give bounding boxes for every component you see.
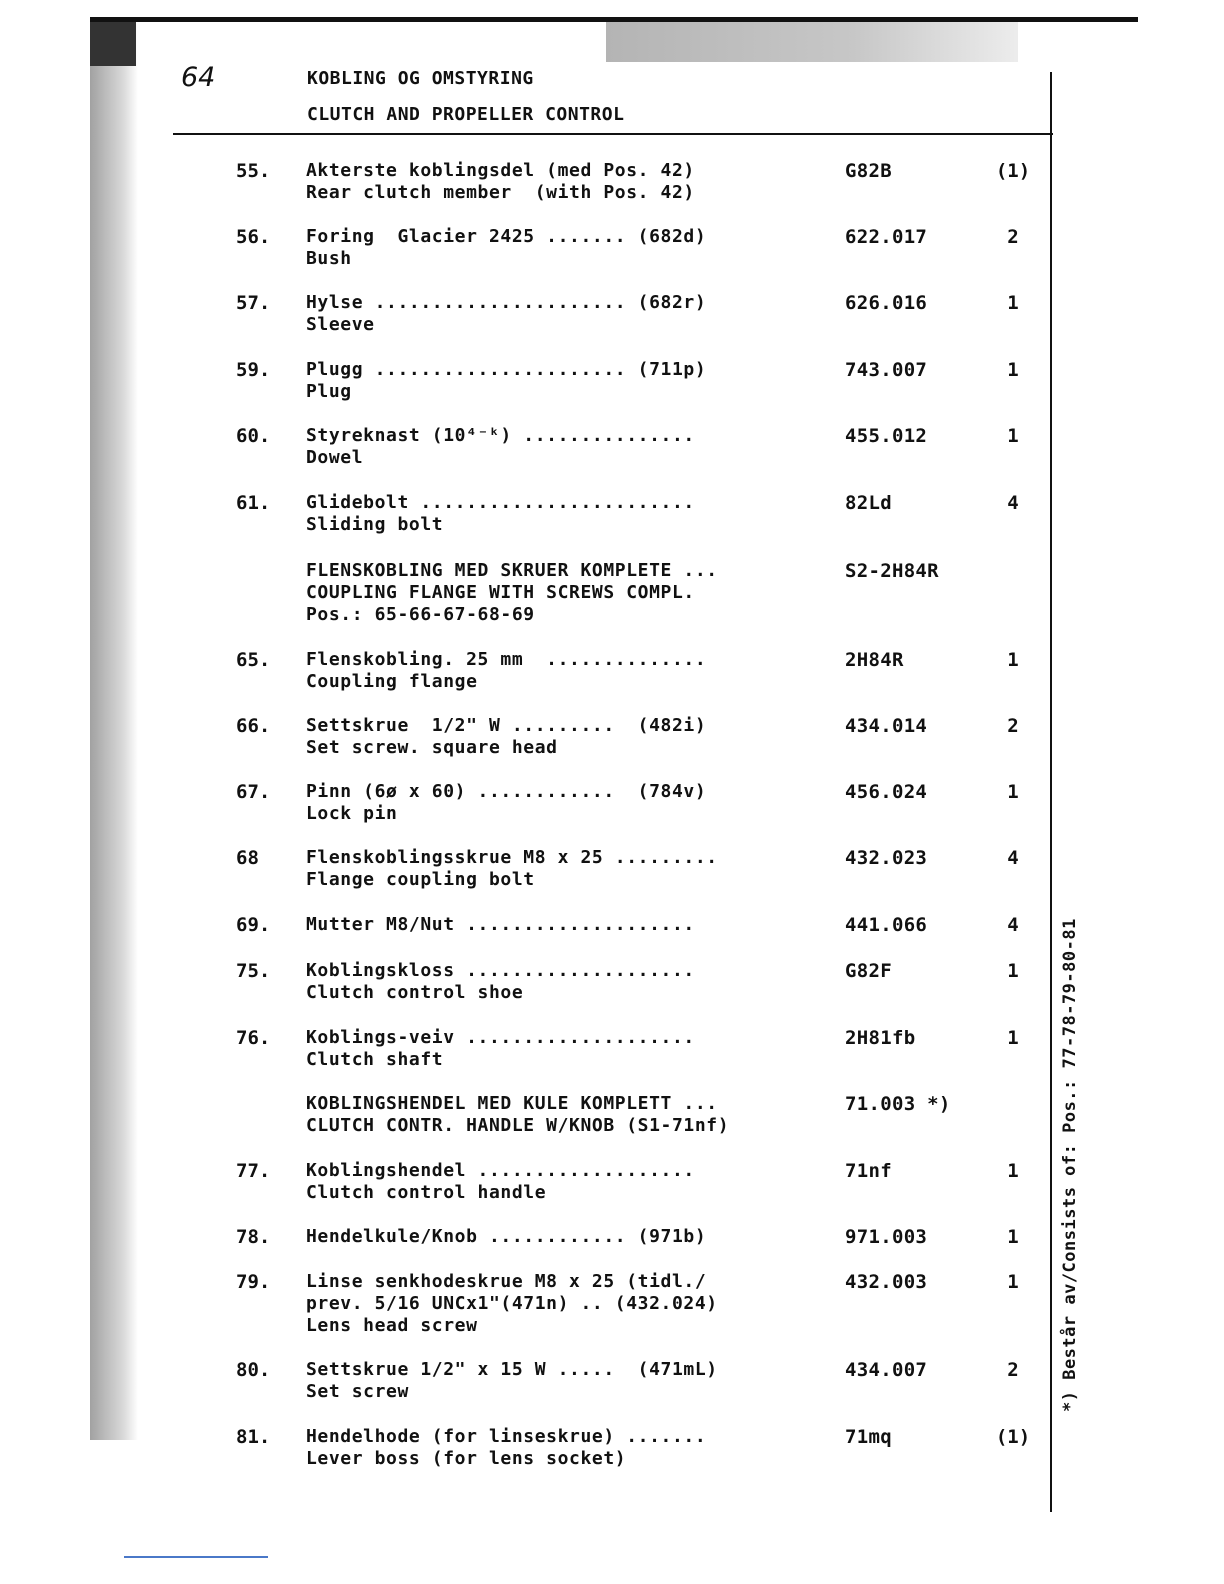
description-line-2: Lock pin — [306, 803, 398, 824]
parts-list-row — [0, 560, 1050, 630]
position-number: 69. — [236, 914, 271, 936]
part-description — [306, 649, 706, 693]
parts-list-row — [0, 492, 1050, 562]
parts-list-row — [0, 359, 1050, 429]
position-number: 57. — [236, 292, 271, 314]
part-description — [306, 160, 695, 204]
description-line-1: Koblingskloss .................... — [306, 960, 695, 981]
part-number: 622.017 — [845, 226, 928, 248]
description-line-3: Pos.: 65-66-67-68-69 — [306, 604, 535, 625]
parts-list-row — [0, 649, 1050, 719]
description-line-2: CLUTCH CONTR. HANDLE W/KNOB (S1-71nf) — [306, 1115, 730, 1136]
description-line-1: Styreknast (10⁴⁻ᵏ) ............... — [306, 425, 695, 446]
parts-list-row — [0, 226, 1050, 296]
quantity: (1) — [995, 1426, 1031, 1448]
description-line-2: Rear clutch member (with Pos. 42) — [306, 182, 695, 203]
description-line-2: Clutch control shoe — [306, 982, 524, 1003]
part-number: 71mq — [845, 1426, 892, 1448]
quantity: 2 — [1007, 226, 1019, 248]
description-line-2: Clutch control handle — [306, 1182, 547, 1203]
part-number: 432.003 — [845, 1271, 928, 1293]
parts-list-row — [0, 1426, 1050, 1496]
parts-list-row — [0, 425, 1050, 495]
part-description — [306, 1226, 706, 1248]
quantity: 4 — [1007, 847, 1019, 869]
quantity: (1) — [995, 160, 1031, 182]
page-number: 64 — [181, 62, 216, 93]
scan-corner-shadow — [90, 22, 136, 66]
part-number: 456.024 — [845, 781, 928, 803]
position-number: 67. — [236, 781, 271, 803]
page-title-english: CLUTCH AND PROPELLER CONTROL — [307, 104, 625, 125]
description-line-1: Plugg ...................... (711p) — [306, 359, 707, 380]
part-number: 2H81fb — [845, 1027, 916, 1049]
page-title-norwegian: KOBLING OG OMSTYRING — [307, 68, 534, 89]
description-line-1: Hendelhode (for linseskrue) ....... — [306, 1426, 707, 1447]
description-line-2: Set screw — [306, 1381, 409, 1402]
description-line-2: Lever boss (for lens socket) — [306, 1448, 627, 1469]
position-number: 68 — [236, 847, 259, 869]
description-line-1: Flenskobling. 25 mm .............. — [306, 649, 707, 670]
description-line-2: Dowel — [306, 447, 364, 468]
description-line-2: COUPLING FLANGE WITH SCREWS COMPL. — [306, 582, 695, 603]
description-line-2: Set screw. square head — [306, 737, 558, 758]
description-line-1: Settskrue 1/2" W ......... (482i) — [306, 715, 707, 736]
position-number: 75. — [236, 960, 271, 982]
part-number: S2-2H84R — [845, 560, 939, 582]
part-description — [306, 1426, 706, 1470]
part-description — [306, 847, 718, 891]
description-line-1: Hendelkule/Knob ............ (971b) — [306, 1226, 707, 1247]
parts-list-row — [0, 1359, 1050, 1429]
quantity: 1 — [1007, 960, 1019, 982]
part-number: 743.007 — [845, 359, 928, 381]
part-description — [306, 914, 695, 936]
part-number: 432.023 — [845, 847, 928, 869]
quantity: 1 — [1007, 1027, 1019, 1049]
parts-list-row — [0, 715, 1050, 785]
part-number: 971.003 — [845, 1226, 928, 1248]
part-description — [306, 359, 706, 403]
part-description — [306, 292, 706, 336]
part-description — [306, 1271, 718, 1337]
part-number: 434.014 — [845, 715, 928, 737]
description-line-2: Coupling flange — [306, 671, 478, 692]
description-line-2: Sliding bolt — [306, 514, 444, 535]
parts-list-row — [0, 1027, 1050, 1097]
quantity: 1 — [1007, 292, 1019, 314]
description-line-1: Linse senkhodeskrue M8 x 25 (tidl./ — [306, 1271, 707, 1292]
part-description — [306, 1093, 729, 1137]
description-line-1: Pinn (6ø x 60) ............ (784v) — [306, 781, 707, 802]
part-number: G82F — [845, 960, 892, 982]
description-line-2: Clutch shaft — [306, 1049, 444, 1070]
description-line-1: Glidebolt ........................ — [306, 492, 695, 513]
parts-list-row — [0, 160, 1050, 230]
description-line-1: Flenskoblingsskrue M8 x 25 ......... — [306, 847, 718, 868]
part-description — [306, 1027, 695, 1071]
description-line-1: Mutter M8/Nut .................... — [306, 914, 695, 935]
parts-list-row — [0, 781, 1050, 851]
part-number: 71nf — [845, 1160, 892, 1182]
description-line-2: prev. 5/16 UNCx1"(471n) .. (432.024) — [306, 1293, 718, 1314]
parts-list-row — [0, 1271, 1050, 1341]
position-number: 65. — [236, 649, 271, 671]
description-line-1: FLENSKOBLING MED SKRUER KOMPLETE ... — [306, 560, 718, 581]
description-line-1: Akterste koblingsdel (med Pos. 42) — [306, 160, 695, 181]
description-line-1: Koblingshendel ................... — [306, 1160, 695, 1181]
part-number: 82Ld — [845, 492, 892, 514]
part-description — [306, 1160, 695, 1204]
quantity: 1 — [1007, 1226, 1019, 1248]
parts-list-row — [0, 847, 1050, 917]
position-number: 81. — [236, 1426, 271, 1448]
scan-mark-bottom — [124, 1556, 268, 1558]
part-description — [306, 960, 695, 1004]
part-number: 2H84R — [845, 649, 904, 671]
description-line-1: KOBLINGSHENDEL MED KULE KOMPLETT ... — [306, 1093, 718, 1114]
part-description — [306, 560, 718, 626]
part-number: 71.003 *) — [845, 1093, 951, 1115]
position-number: 59. — [236, 359, 271, 381]
part-number: 441.066 — [845, 914, 928, 936]
quantity: 1 — [1007, 359, 1019, 381]
part-description — [306, 226, 706, 270]
description-line-1: Settskrue 1/2" x 15 W ..... (471mL) — [306, 1359, 718, 1380]
quantity: 1 — [1007, 425, 1019, 447]
description-line-2: Bush — [306, 248, 352, 269]
position-number: 77. — [236, 1160, 271, 1182]
parts-list-row — [0, 1093, 1050, 1163]
position-number: 79. — [236, 1271, 271, 1293]
quantity: 2 — [1007, 715, 1019, 737]
position-number: 55. — [236, 160, 271, 182]
part-number: 626.016 — [845, 292, 928, 314]
description-line-1: Foring Glacier 2425 ....... (682d) — [306, 226, 707, 247]
part-number: 434.007 — [845, 1359, 928, 1381]
position-number: 60. — [236, 425, 271, 447]
parts-list-row — [0, 960, 1050, 1030]
description-line-2: Flange coupling bolt — [306, 869, 535, 890]
description-line-1: Koblings-veiv .................... — [306, 1027, 695, 1048]
part-description — [306, 1359, 718, 1403]
side-note: *) Består av/Consists of: Pos.: 77-78-79-80-81 — [1060, 918, 1080, 1412]
position-number: 56. — [236, 226, 271, 248]
position-number: 80. — [236, 1359, 271, 1381]
description-line-1: Hylse ...................... (682r) — [306, 292, 707, 313]
description-line-2: Sleeve — [306, 314, 375, 335]
quantity: 1 — [1007, 649, 1019, 671]
scan-shadow-top — [606, 22, 1018, 62]
position-number: 76. — [236, 1027, 271, 1049]
header-divider — [173, 133, 1053, 135]
position-number: 78. — [236, 1226, 271, 1248]
part-description — [306, 425, 695, 469]
parts-list-row — [0, 1160, 1050, 1230]
quantity: 4 — [1007, 492, 1019, 514]
right-margin-divider — [1050, 72, 1052, 1512]
position-number: 66. — [236, 715, 271, 737]
part-description — [306, 715, 706, 759]
part-description — [306, 492, 695, 536]
description-line-2: Plug — [306, 381, 352, 402]
quantity: 1 — [1007, 1271, 1019, 1293]
quantity: 1 — [1007, 1160, 1019, 1182]
position-number: 61. — [236, 492, 271, 514]
part-number: 455.012 — [845, 425, 928, 447]
quantity: 1 — [1007, 781, 1019, 803]
quantity: 2 — [1007, 1359, 1019, 1381]
part-description — [306, 781, 706, 825]
part-number: G82B — [845, 160, 892, 182]
parts-list-row — [0, 292, 1050, 362]
quantity: 4 — [1007, 914, 1019, 936]
description-line-3: Lens head screw — [306, 1315, 478, 1336]
